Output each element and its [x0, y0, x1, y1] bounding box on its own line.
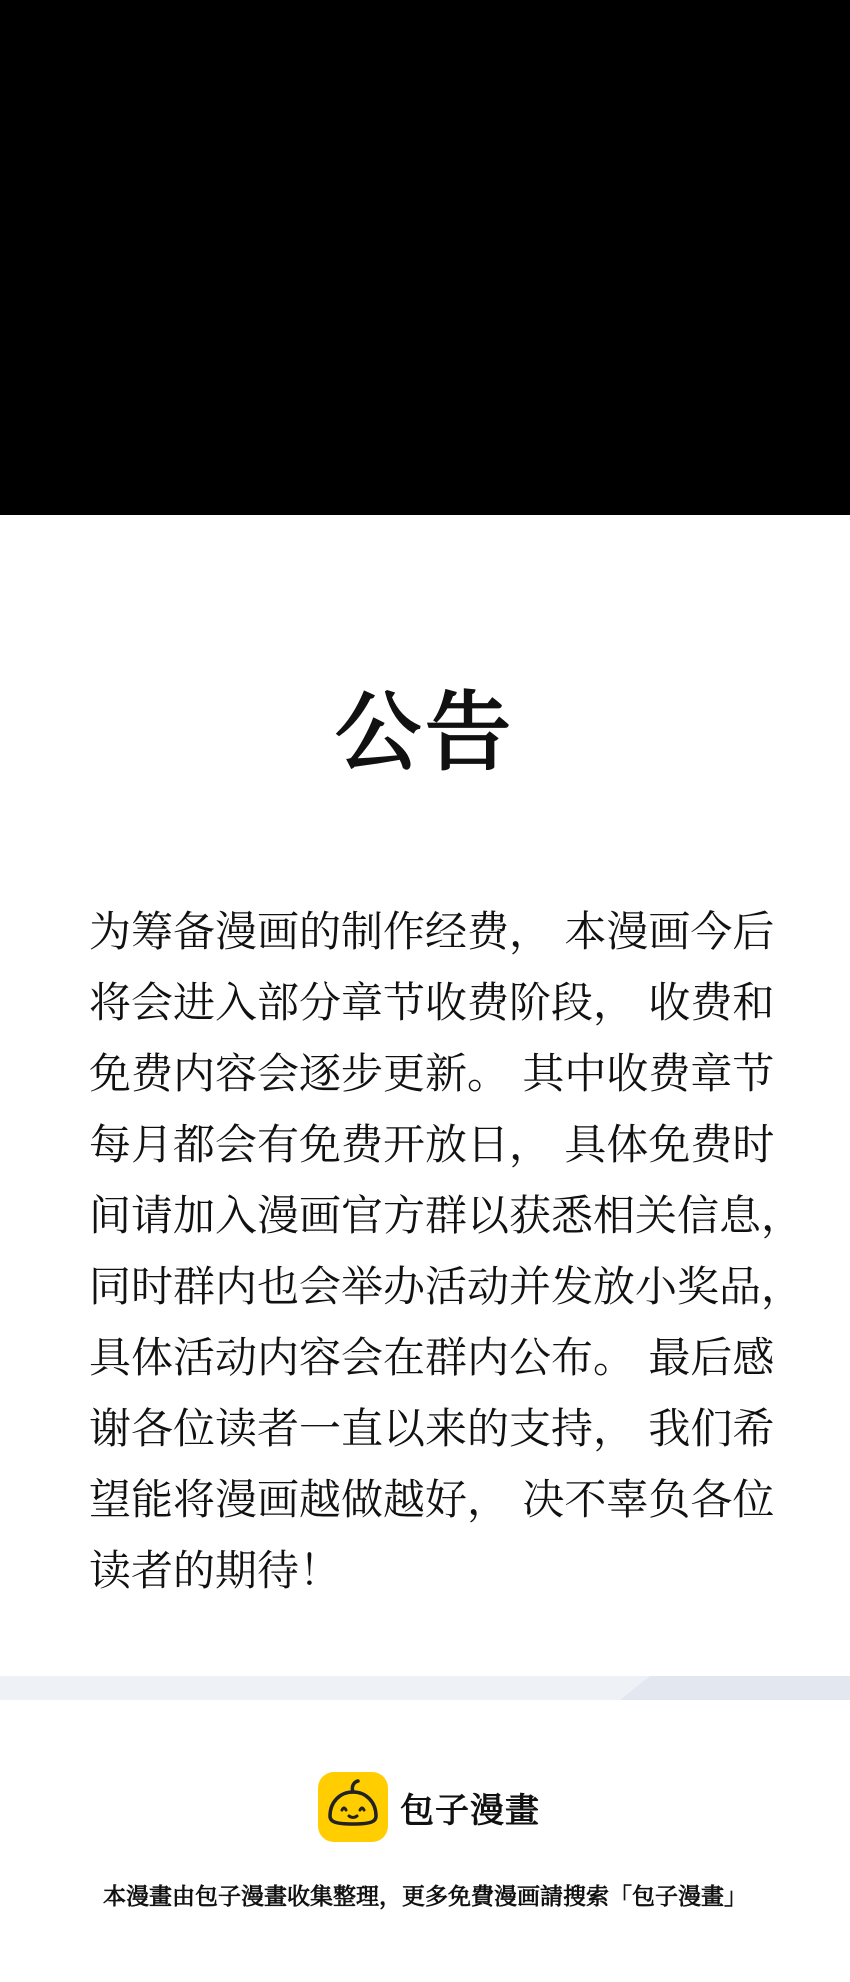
- notice-line: 读者的期待！: [89, 1546, 342, 1595]
- footer-divider: [0, 1676, 850, 1700]
- notice-line: 免费内容会逐步更新。 其中收费章节: [89, 1049, 775, 1098]
- top-black-area: [0, 0, 850, 515]
- brand-logo-group[interactable]: [318, 1772, 540, 1842]
- notice-title: 公告: [335, 682, 515, 783]
- footer-note: 本漫畫由包子漫畫收集整理，更多免費漫画請搜索「包子漫畫」: [103, 1884, 747, 1910]
- brand-name: 包子漫畫: [400, 1790, 540, 1831]
- notice-body: [89, 896, 804, 1606]
- notice-line: 具体活动内容会在群内公布。 最后感: [89, 1333, 775, 1382]
- bun-mascot-icon: [318, 1772, 388, 1842]
- notice-line: 将会进入部分章节收费阶段， 收费和: [89, 978, 775, 1027]
- divider-accent: [620, 1676, 850, 1700]
- notice-line: 谢各位读者一直以来的支持， 我们希: [89, 1404, 775, 1453]
- bun-mascot-svg: [318, 1772, 388, 1842]
- notice-line: 每月都会有免费开放日， 具体免费时: [89, 1120, 775, 1169]
- notice-line: 同时群内也会举办活动并发放小奖品，: [89, 1262, 804, 1311]
- notice-line: 为筹备漫画的制作经费， 本漫画今后: [89, 907, 775, 956]
- notice-line: 间请加入漫画官方群以获悉相关信息，: [89, 1191, 804, 1240]
- notice-line: 望能将漫画越做越好， 决不辜负各位: [89, 1475, 775, 1524]
